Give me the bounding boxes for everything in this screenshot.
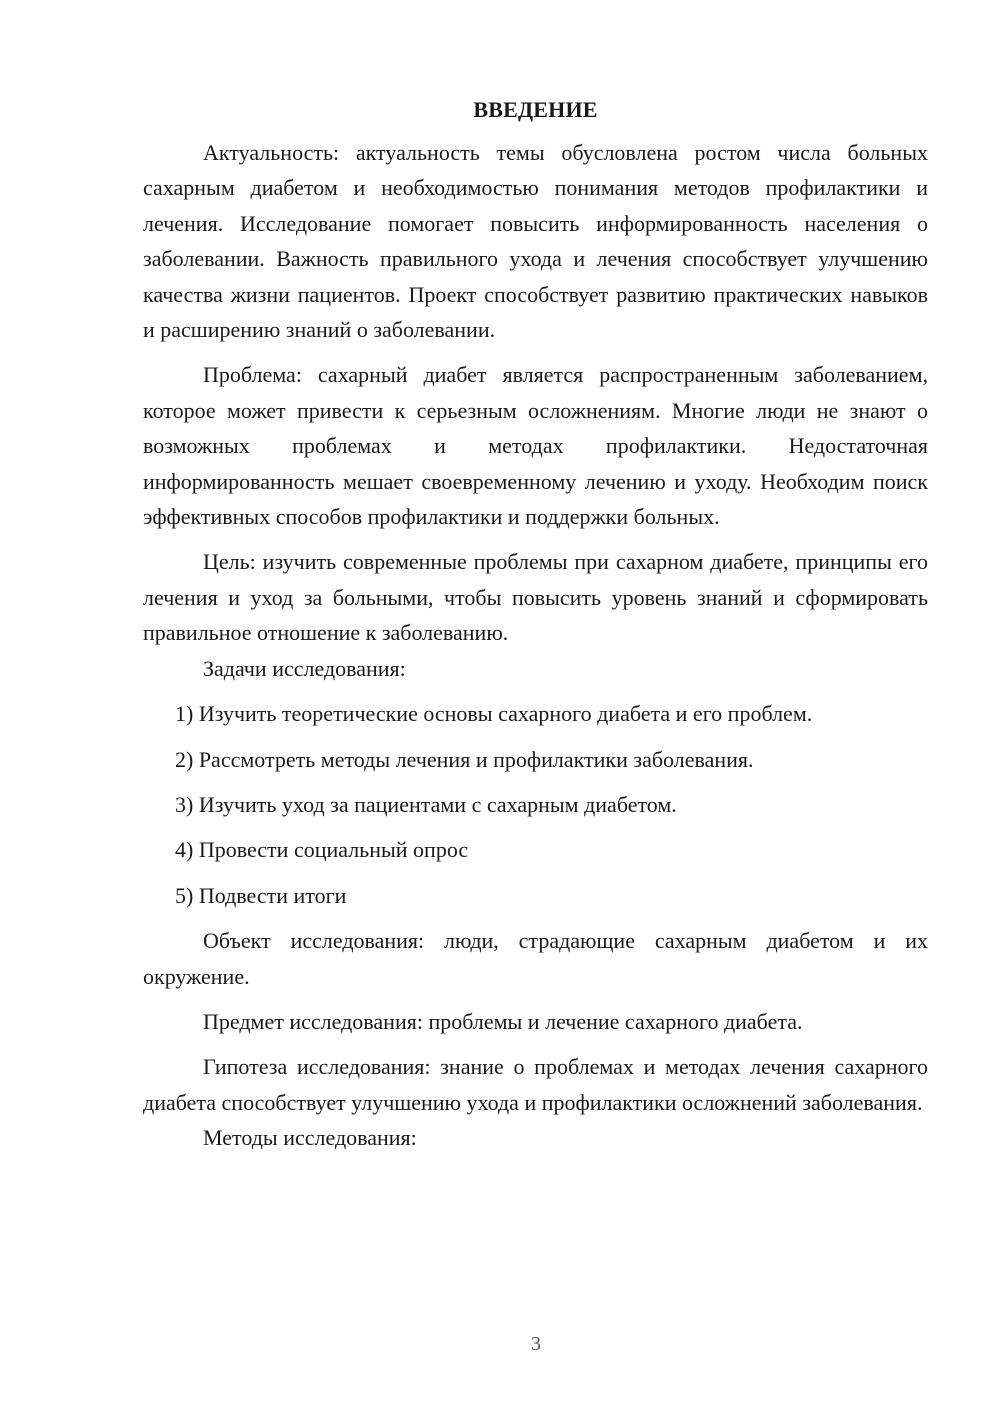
- document-page: [143, 93, 928, 1156]
- tasks-label: Задачи исследования:: [203, 655, 406, 681]
- tasks-list: [143, 696, 928, 913]
- problem-paragraph: Проблема: сахарный диабет является распространенным заболеванием, которое может привести к серьезным осложнениям. Многие люди не знают о возможных проблемах и методах профилактики. Недостаточная информированность мешает своевременному лечению и уходу. Необходим поиск эффективных способов профилактики и поддержки больных.: [143, 362, 928, 530]
- hypothesis-paragraph: Гипотеза исследования: знание о проблемах и методах лечения сахарного диабета способствует улучшению ухода и профилактики осложнений заболевания.: [143, 1054, 928, 1115]
- methods-label: Методы исследования:: [203, 1125, 417, 1151]
- relevance-paragraph: Актуальность: актуальность темы обусловлена ростом числа больных сахарным диабетом и необходимостью понимания методов профилактики и лечения. Исследование помогает повысить информированность населения о заболевании. Важность правильного ухода и лечения способствует улучшению качества жизни пациентов. Проект способствует развитию практических навыков и расширению знаний о заболевании.: [143, 140, 928, 343]
- goal-paragraph: Цель: изучить современные проблемы при сахарном диабете, принципы его лечения и уход за больными, чтобы повысить уровень знаний и сформировать правильное отношение к заболеванию.: [143, 549, 928, 646]
- task-item: 5) Подвести итоги: [175, 882, 347, 908]
- task-item: 2) Рассмотреть методы лечения и профилактики заболевания.: [175, 746, 754, 772]
- task-item: 1) Изучить теоретические основы сахарного диабета и его проблем.: [175, 701, 813, 727]
- object-paragraph: Объект исследования: люди, страдающие сахарным диабетом и их окружение.: [143, 928, 928, 989]
- page-number: 3: [531, 1333, 541, 1355]
- section-heading: ВВЕДЕНИЕ: [473, 97, 598, 122]
- subject-paragraph: Предмет исследования: проблемы и лечение сахарного диабета.: [203, 1008, 803, 1034]
- task-item: 3) Изучить уход за пациентами с сахарным диабетом.: [175, 791, 677, 817]
- task-item: 4) Провести социальный опрос: [175, 837, 469, 863]
